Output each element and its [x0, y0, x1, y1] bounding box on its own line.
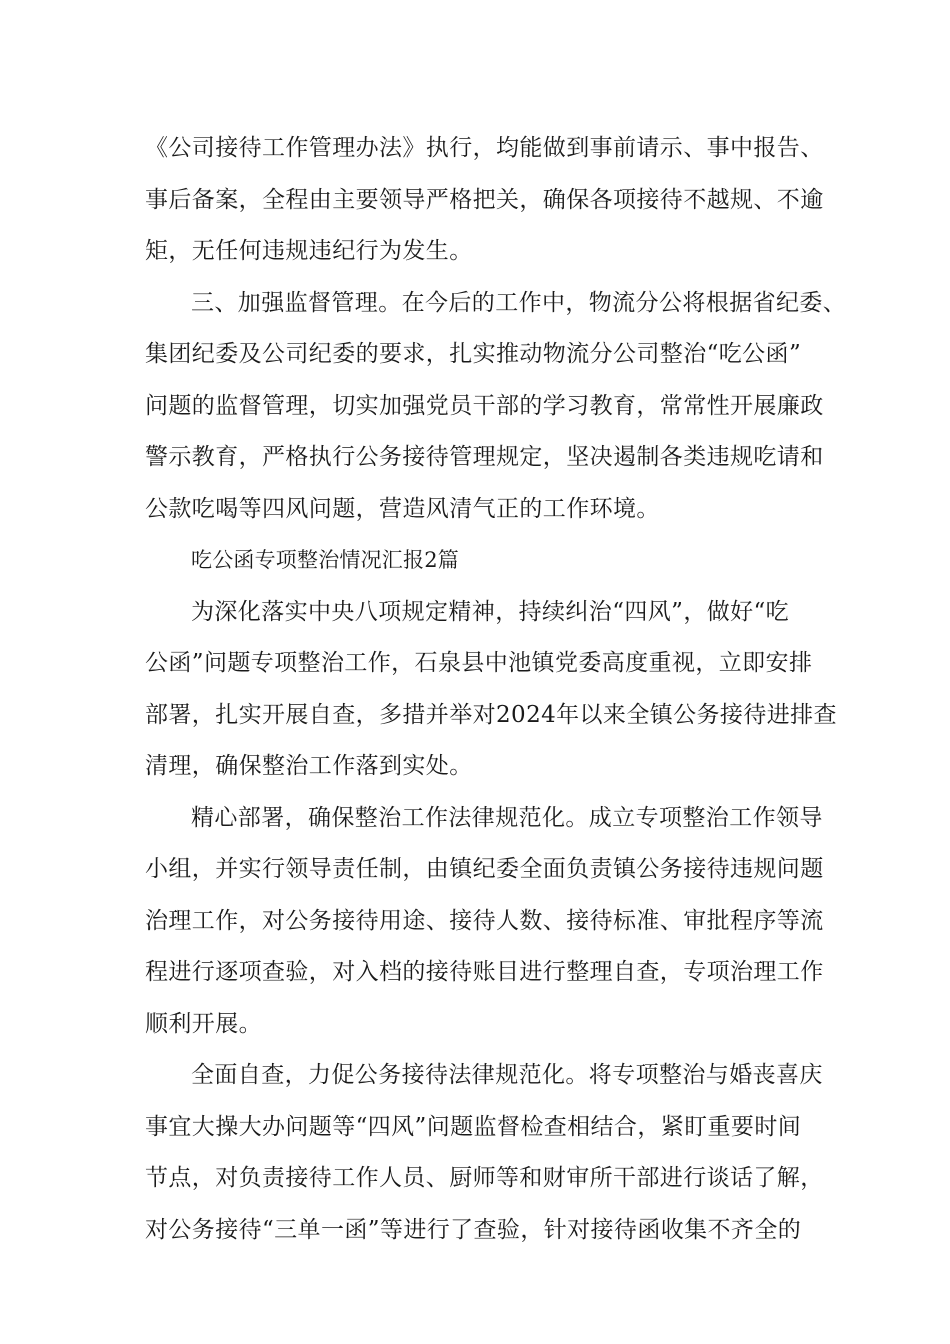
text-line: 顺利开展。	[145, 1011, 262, 1037]
text-line: 集团纪委及公司纪委的要求，扎实推动物流分公司整治“吃公函”	[145, 341, 802, 367]
text-line: 小组，并实行领导责任制，由镇纪委全面负责镇公务接待违规问题	[145, 856, 824, 882]
text-line: 事后备案，全程由主要领导严格把关，确保各项接待不越规、不逾	[145, 187, 824, 213]
text-line: 节点，对负责接待工作人员、厨师等和财审所干部进行谈话了解，	[145, 1165, 824, 1191]
text-line: 事宜大操大办问题等“四风”问题监督检查相结合，紧盯重要时间	[145, 1114, 802, 1140]
text-line: 公函”问题专项整治工作，石泉县中池镇党委高度重视，立即安排	[145, 650, 813, 676]
text-line: 治理工作，对公务接待用途、接待人数、接待标准、审批程序等流	[145, 908, 824, 934]
text-line: 精心部署，确保整治工作法律规范化。成立专项整治工作领导	[191, 805, 823, 831]
text-line: 公款吃喝等四风问题，营造风清气正的工作环境。	[145, 496, 660, 522]
text-line: 程进行逐项查验，对入档的接待账目进行整理自查，专项治理工作	[145, 959, 824, 985]
text-line: 三、加强监督管理。在今后的工作中，物流分公将根据省纪委、	[191, 290, 847, 316]
text-line: 警示教育，严格执行公务接待管理规定，坚决遏制各类违规吃请和	[145, 444, 824, 470]
text-line: 全面自查，力促公务接待法律规范化。将专项整治与婚丧喜庆	[191, 1062, 823, 1088]
section-heading: 吃公函专项整治情况汇报2篇	[191, 548, 459, 572]
text-line: 对公务接待“三单一函”等进行了查验，针对接待函收集不齐全的	[145, 1217, 802, 1243]
text-line: 矩，无任何违规违纪行为发生。	[145, 238, 473, 264]
text-line: 部署，扎实开展自查，多措并举对2024年以来全镇公务接待进排查	[145, 702, 837, 728]
text-line: 清理，确保整治工作落到实处。	[145, 753, 473, 779]
text-line: 《公司接待工作管理办法》执行，均能做到事前请示、事中报告、	[145, 135, 824, 161]
text-line: 问题的监督管理，切实加强党员干部的学习教育，常常性开展廉政	[145, 393, 824, 419]
text-line: 为深化落实中央八项规定精神，持续纠治“四风”，做好“吃	[191, 599, 790, 625]
